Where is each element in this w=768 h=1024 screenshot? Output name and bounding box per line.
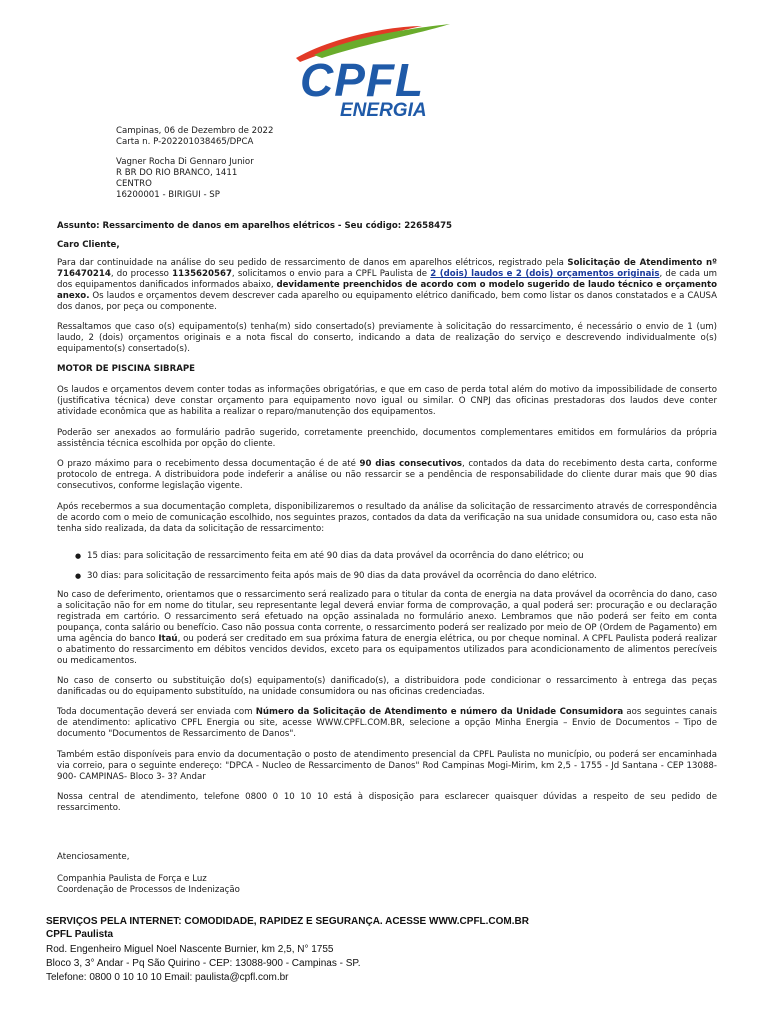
paragraph-mail-address: Também estão disponíveis para envio da documentação o posto de atendimento presencial da CPFL Paulista no município, ou poderá ser encaminhada via correio, para o seguinte endereço: "DPCA - Nucleo de Ressarcimento de Danos" Rod Campinas Mogi-Mirim, km 2,5 - 1755 - Jd Santana - CEP 13088-900- CAMPINAS- Bloco 3- 3? Andar (57, 750, 717, 782)
paragraph-repair-parts: No caso de conserto ou substituição do(s) equipamento(s) danificado(s), a distribuidora pode condicionar o ressarcimento à entrega das peças danificadas ou do equipamento substituído, na unidade consumidora ou nas oficinas credenciadas. (57, 676, 717, 697)
process-number: 1135620567 (172, 269, 232, 279)
salutation: Atenciosamente, (57, 852, 130, 862)
cpfl-logo-graphic (294, 22, 458, 122)
paragraph-repaired: Ressaltamos que caso o(s) equipamento(s) tenha(m) sido consertado(s) previamente à solicitação do ressarcimento, é necessário o envio de 1 (um) laudo, 2 (dois) orçamentos originais e a nota fiscal do conserto, indicando a data de realização do serviço e descrevendo individualmente o(s) equipamento(s) consertado(s). (57, 322, 717, 354)
p1-text-a: Para dar continuidade na análise do seu pedido de ressarcimento de danos em aparelhos elétricos, registrado pela (57, 258, 568, 268)
list-item (76, 551, 716, 562)
paragraph-approval (57, 590, 717, 667)
p5-text-a: O prazo máximo para o recebimento dessa documentação é de até (57, 459, 360, 469)
recipient-district: CENTRO (116, 179, 152, 189)
recipient-name: Vagner Rocha Di Gennaro Junior (116, 157, 254, 167)
p7-text-a: No caso de deferimento, orientamos que o ressarcimento será realizado para o titular da conta de energia na data provável da ocorrência do dano, caso a solicitação não for em nome do titular, seu representante legal deverá enviar forma de comprovação, a qual poderá ser: procuração e ou declaração registrada em cartório. O ressarcimento será efetuado na opção assinalada no formulário anexo. Lembramos que não poderá ser feito em conta poupança, conta salário ou benefício. Caso não possua conta corrente, o ressarcimento poderá ser realizado por meio de OP (Ordem de Pagamento) em uma agência do banco (57, 590, 717, 644)
signature-block (57, 874, 240, 896)
letter-number: Carta n. P-202201038465/DPCA (116, 137, 254, 147)
p1-text-h: devidamente preenchidos de acordo com o modelo sugerido de laudo técnico e orçamento anexo. (57, 280, 717, 301)
paragraph-attachments: Poderão ser anexados ao formulário padrão sugerido, corretamente preenchido, documentos complementares emitidos em formulários da própria assistência técnica escolhida por opção do cliente. (57, 428, 717, 449)
letter-date: Campinas, 06 de Dezembro de 2022 (116, 126, 274, 136)
letter-header (116, 126, 273, 148)
p1-text-e: , solicitamos o envio para a CPFL Paulista de (231, 269, 431, 279)
paragraph-channels (57, 707, 717, 740)
logo-sub-text: ENERGIA (340, 100, 427, 121)
bullet-15-days: ● 15 dias: para solicitação de ressarcimento feita em até 90 dias da data provável da ocorrência do dano elétrico; ou (87, 551, 584, 561)
greeting: Caro Cliente, (57, 240, 120, 250)
footer-company: CPFL Paulista (46, 929, 114, 940)
paragraph-result: Após recebermos a sua documentação completa, disponibilizaremos o resultado da análise da solicitação de ressarcimento através de correspondência de acordo com o meio de comunicação escolhido, nos seguintes prazos, contados da data da verificação na sua unidade consumidora ou, caso esta não tenha sido realizada, da data da solicitação de ressarcimento: (57, 502, 717, 534)
paragraph-required-info: Os laudos e orçamentos devem conter todas as informações obrigatórias, e que em caso de perda total além do motivo da impossibilidade de conserto (justificativa técnica) deve constar orçamento para equipamento novo igual ou similar. O CNPJ das oficinas prestadoras dos laudos deve conter atividade econômica que as habilita a realizar o reparo/manutenção dos equipamentos. (57, 385, 717, 417)
reports-quotes-link[interactable]: 2 (dois) laudos e 2 (dois) orçamentos originais (430, 269, 660, 279)
subject-line: Assunto: Ressarcimento de danos em aparelhos elétricos - Seu código: 22658475 (57, 221, 453, 231)
logo-brand-text: CPFL (300, 54, 425, 106)
footer-address-line2: Bloco 3, 3° Andar - Pq São Quirino - CEP: 13088-900 - Campinas - SP. (46, 958, 361, 969)
p1-text-g: , de cada um dos equipamentos danificados informados abaixo, (57, 269, 718, 290)
signature-company: Companhia Paulista de Força e Luz (57, 874, 207, 884)
p5-text-c: , contados da data do recebimento desta carta, conforme protocolo de entrega. A distribuidora pode indeferir a análise ou não ressarcir se a pendência de responsabilidade do cliente durar mais que 90 dias consecutivos, conforme legislação vigente. (57, 459, 717, 491)
recipient-postal-city: 16200001 - BIRIGUI - SP (116, 190, 220, 200)
p9-text-a: Toda documentação deverá ser enviada com (57, 707, 256, 717)
footer-address-line1: Rod. Engenheiro Miguel Noel Nascente Burnier, km 2,5, N° 1755 (46, 944, 334, 955)
required-numbers: Número da Solicitação de Atendimento e número da Unidade Consumidora (255, 707, 624, 717)
deadline-days: 90 dias consecutivos (359, 459, 463, 469)
footer-slogan: SERVIÇOS PELA INTERNET: COMODIDADE, RAPIDEZ E SEGURANÇA. ACESSE WWW.CPFL.COM.BR (46, 916, 529, 927)
recipient-address (116, 157, 254, 201)
p9-text-c: aos seguintes canais de atendimento: aplicativo CPFL Energia ou site, acesse WWW.CPFL.COM.BR, selecione a opção Minha Energia – Envio de Documentos – Tipo de documento "Documentos de Ressarcimento de Danos". (57, 707, 718, 739)
closing-salutation (57, 852, 129, 863)
list-item (76, 571, 716, 582)
paragraph-request (57, 258, 717, 313)
footer-contact: Telefone: 0800 0 10 10 10 Email: paulista@cpfl.com.br (46, 972, 289, 983)
service-request-number: Solicitação de Atendimento nº 716470214 (57, 258, 717, 279)
paragraph-deadline (57, 459, 717, 492)
recipient-street: R BR DO RIO BRANCO, 1411 (116, 168, 238, 178)
p1-text-i: Os laudos e orçamentos devem descrever cada aparelho ou equipamento elétrico danificado, bem como listar os danos constatados e a CAUSA dos danos, por peça ou componente. (57, 291, 717, 312)
signature-department: Coordenação de Processos de Indenização (57, 885, 240, 895)
p1-text-c: , do processo (110, 269, 173, 279)
paragraph-call-center: Nossa central de atendimento, telefone 0800 0 10 10 10 está à disposição para esclarecer quaisquer dúvidas a respeito de seu pedido de ressarcimento. (57, 792, 717, 813)
cpfl-logo (294, 22, 458, 122)
p7-text-c: , ou poderá ser creditado em sua próxima fatura de energia elétrica, ou por cheque nominal. A CPFL Paulista poderá realizar o abatimento do ressarcimento em débitos vencidos devidos, exceto para os equipamentos utilizados para acondicionamento de alimentos perecíveis ou medicamentos. (57, 634, 717, 666)
equipment-name: MOTOR DE PISCINA SIBRAPE (57, 364, 196, 374)
bullet-30-days: ● 30 dias: para solicitação de ressarcimento feita após mais de 90 dias da data provável da ocorrência do dano elétrico. (87, 571, 597, 581)
bank-name: Itaú (158, 634, 178, 644)
logo-swoosh-green (314, 24, 450, 58)
